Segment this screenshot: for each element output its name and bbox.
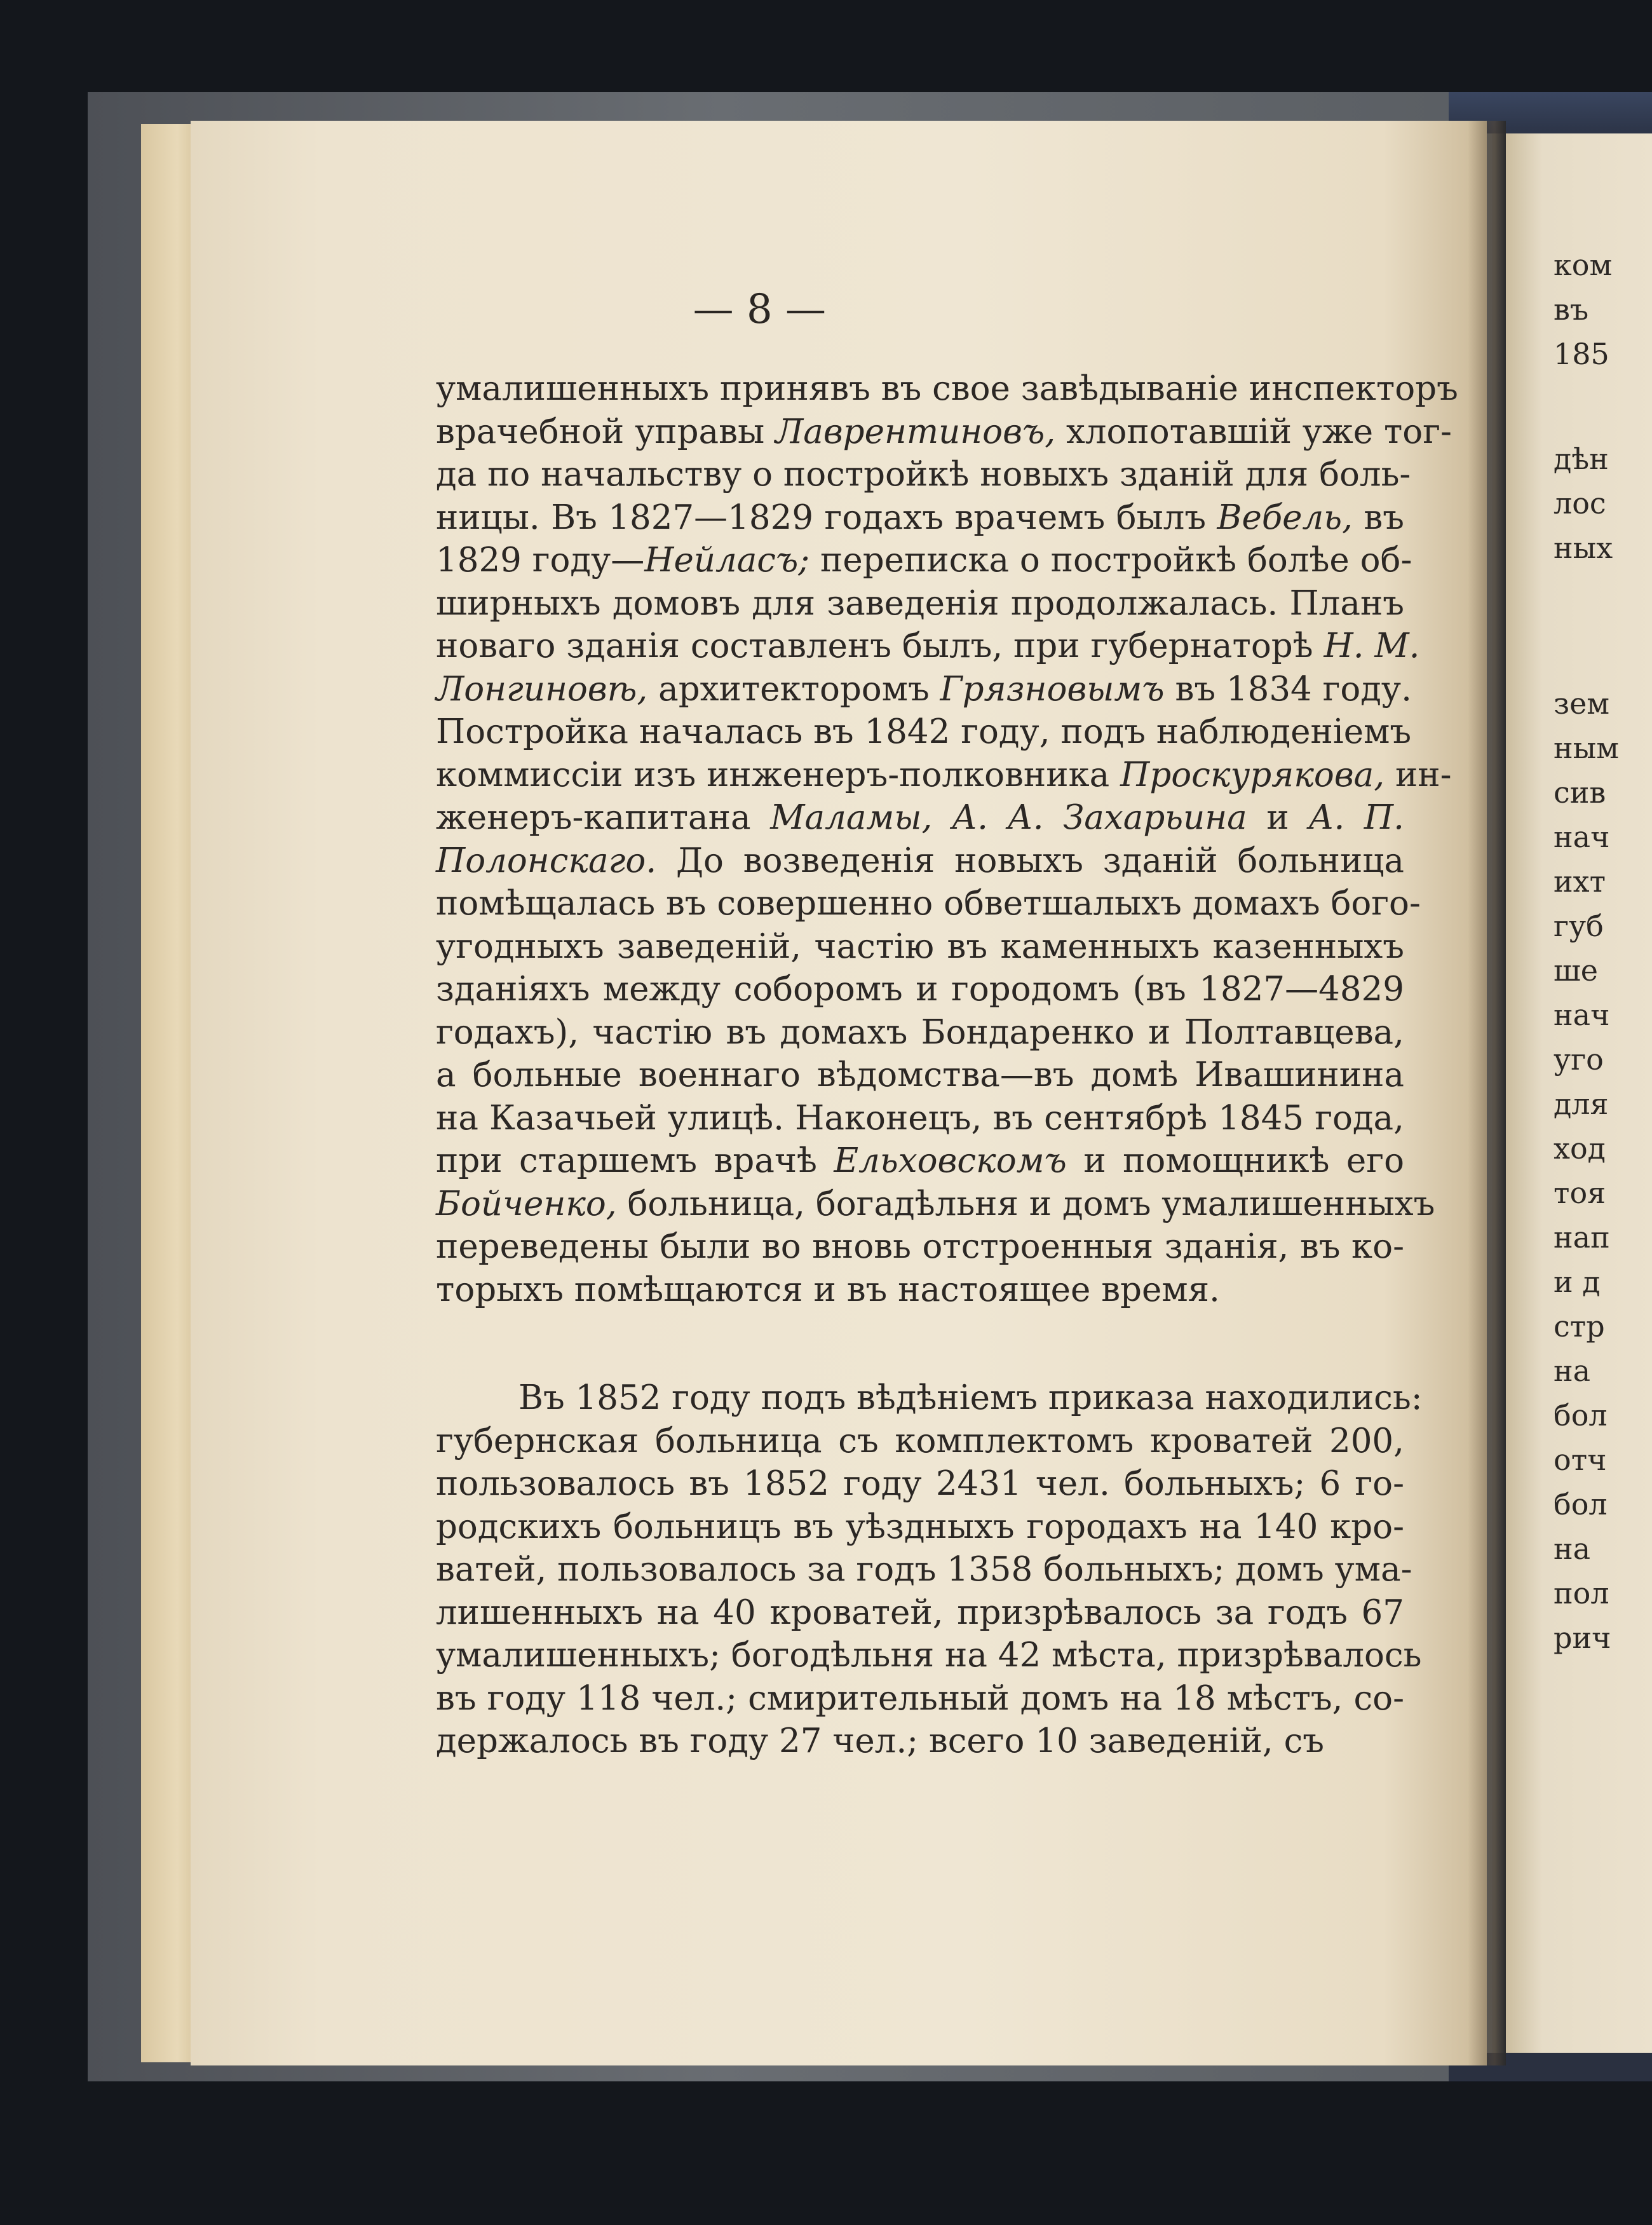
text-line	[436, 1225, 1404, 1269]
text-line	[436, 367, 1458, 411]
text-run: архитекторомъ	[647, 669, 940, 709]
text-run: переписка о постройкѣ болѣе об-	[809, 541, 1412, 580]
text-run: ницы. Въ 1827—1829 годахъ врачемъ былъ	[436, 498, 1217, 537]
text-run: хлопотавшій уже тог-	[1055, 412, 1452, 451]
text-line	[436, 1269, 1404, 1312]
text-run: въ 1834 году.	[1164, 669, 1412, 709]
italic-name: Грязновымъ	[940, 669, 1165, 709]
text-line	[436, 1677, 1404, 1720]
right-page	[1506, 133, 1652, 2053]
text-run: переведены были во вновь отстроенныя зданія, въ ко-	[436, 1227, 1404, 1266]
text-line	[436, 1720, 1404, 1763]
text-line	[436, 453, 1411, 496]
text-run: и	[1247, 798, 1309, 837]
text-line	[436, 968, 1404, 1011]
text-line	[436, 1462, 1404, 1506]
text-run: зданіяхъ между соборомъ и городомъ (въ 1827—4829	[436, 970, 1404, 1009]
text-line	[436, 411, 1452, 454]
text-line	[436, 1054, 1404, 1097]
text-run: ширныхъ домовъ для заведенія продолжалась. Планъ	[436, 583, 1404, 623]
text-run: а больные военнаго вѣдомства—въ домѣ Ивашинина	[436, 1056, 1404, 1094]
text-run: новаго зданія составленъ былъ, при губернаторѣ	[436, 627, 1324, 665]
italic-name: Н. М.	[1324, 627, 1420, 665]
right-page-fragment: нач	[1554, 820, 1610, 854]
paragraph-1	[436, 367, 1458, 1311]
right-page-fragment: рич	[1554, 1621, 1611, 1655]
text-run: До возведенія новыхъ зданій больница	[656, 841, 1404, 880]
right-page-fragment: губ	[1554, 909, 1604, 943]
right-page-fragment: ход	[1554, 1131, 1606, 1166]
text-run: умалишенныхъ; богодѣльня на 42 мѣста, призрѣвалось	[436, 1636, 1422, 1675]
text-run: Постройка началась въ 1842 году, подъ наблюденіемъ	[436, 712, 1412, 751]
italic-name: А. П.	[1308, 798, 1404, 837]
text-line	[436, 1420, 1404, 1463]
right-page-fragment: дѣн	[1554, 442, 1609, 476]
right-page-fragment: бол	[1554, 1487, 1608, 1521]
text-line	[436, 582, 1404, 625]
right-page-fragment: 185	[1554, 337, 1609, 371]
paragraph-gap	[436, 1311, 1404, 1377]
right-page-fragment: отч	[1554, 1443, 1607, 1477]
text-run: и помощникѣ его	[1066, 1141, 1404, 1180]
right-page-fragment: ным	[1554, 731, 1620, 765]
italic-name: Проскурякова,	[1120, 755, 1385, 794]
text-line	[436, 882, 1421, 925]
text-line	[436, 496, 1404, 540]
right-page-fragment: и д	[1554, 1265, 1601, 1299]
right-page-fragment: для	[1554, 1087, 1609, 1121]
text-run: въ году 118 чел.; смирительный домъ на 18 мѣстъ, со-	[436, 1678, 1404, 1718]
text-run: ин-	[1385, 755, 1452, 794]
text-line	[436, 668, 1412, 711]
right-page-fragment: лос	[1554, 486, 1606, 521]
book-gutter	[1468, 121, 1506, 2065]
right-page-fragment: ше	[1554, 953, 1598, 988]
italic-name: Бойченко,	[436, 1184, 617, 1223]
text-run: родскихъ больницъ въ уѣздныхъ городахъ на 140 кро-	[436, 1507, 1404, 1546]
text-line	[436, 1591, 1404, 1635]
text-run: женеръ-капитана	[436, 798, 771, 837]
main-text	[436, 367, 1458, 1763]
text-run: врачебной управы	[436, 412, 775, 451]
text-run: держалось въ году 27 чел.; всего 10 заведеній, съ	[436, 1722, 1325, 1760]
italic-name: Лонгиновѣ,	[436, 669, 648, 709]
text-line	[436, 796, 1404, 840]
text-run: на Казачьей улицѣ. Наконецъ, въ сентябрѣ 1845 года,	[436, 1098, 1404, 1138]
italic-name: А. А. Захарьина	[952, 798, 1247, 837]
text-run: пользовалось въ 1852 году 2431 чел. больныхъ; 6 го-	[436, 1464, 1404, 1503]
italic-name: Маламы,	[770, 798, 933, 837]
right-page-fragment: ихт	[1554, 864, 1606, 899]
text-run: больница, богадѣльня и домъ умалишенныхъ	[616, 1184, 1435, 1223]
right-page-fragment: стр	[1554, 1309, 1605, 1344]
right-page-fragment: нач	[1554, 998, 1610, 1032]
right-page-fragment: тоя	[1554, 1176, 1606, 1210]
right-page-fragment: уго	[1554, 1042, 1604, 1077]
text-run: умалишенныхъ принявъ въ свое завѣдываніе инспекторъ	[436, 369, 1458, 408]
text-run: ватей, пользовалось за годъ 1358 больныхъ; домъ ума-	[436, 1550, 1412, 1589]
text-line	[436, 840, 1404, 883]
text-line	[436, 1183, 1435, 1226]
paragraph-2	[436, 1377, 1423, 1763]
text-run: губернская больница съ комплектомъ кроватей 200,	[436, 1421, 1404, 1460]
text-line	[436, 711, 1412, 754]
page-number-text: — 8 —	[693, 286, 826, 333]
text-run: 1829 году—	[436, 541, 645, 580]
text-run: да по начальству о постройкѣ новыхъ зданій для боль-	[436, 455, 1411, 494]
text-run: торыхъ помѣщаются и въ настоящее время.	[436, 1270, 1220, 1309]
right-page-fragment: ком	[1554, 248, 1613, 282]
text-run: помѣщалась въ совершенно обветшалыхъ домахъ бого-	[436, 884, 1421, 923]
italic-name: Нейласъ;	[644, 541, 810, 580]
right-page-fragment: ных	[1554, 531, 1613, 565]
text-line	[436, 625, 1420, 668]
right-page-fragment: въ	[1554, 292, 1589, 327]
italic-name: Полонскаго.	[436, 841, 657, 880]
text-run: Въ 1852 году подъ вѣдѣніемъ приказа находились:	[518, 1378, 1423, 1417]
text-line	[436, 1634, 1422, 1677]
italic-name: Лаврентиновъ,	[775, 412, 1056, 451]
italic-name: Вебель,	[1217, 498, 1353, 537]
text-line	[436, 1548, 1412, 1591]
text-line	[436, 925, 1404, 969]
right-page-fragment: на	[1554, 1532, 1591, 1566]
text-line	[436, 1377, 1423, 1420]
italic-name: Ельховскомъ	[834, 1141, 1067, 1180]
right-page-fragment: сив	[1554, 775, 1606, 810]
text-run: коммиссіи изъ инженеръ-полковника	[436, 755, 1121, 794]
text-line	[436, 1506, 1404, 1549]
text-line	[436, 1011, 1404, 1054]
text-line	[436, 754, 1452, 797]
right-page-fragment: нап	[1554, 1220, 1610, 1255]
text-run	[932, 798, 952, 837]
text-line	[436, 539, 1412, 582]
text-run: годахъ), частію въ домахъ Бондаренко и Полтавцева,	[436, 1012, 1404, 1052]
text-run: угодныхъ заведеній, частію въ каменныхъ казенныхъ	[436, 927, 1404, 966]
text-line	[436, 1140, 1404, 1183]
right-page-fragment: зем	[1554, 686, 1610, 721]
text-run: въ	[1353, 498, 1404, 537]
right-page-fragment: бол	[1554, 1398, 1608, 1432]
text-run: при старшемъ врачѣ	[436, 1141, 834, 1180]
right-page-fragment: на	[1554, 1354, 1591, 1388]
right-page-fragment: пол	[1554, 1576, 1609, 1610]
text-line	[436, 1097, 1404, 1140]
text-run: лишенныхъ на 40 кроватей, призрѣвалось за годъ 67	[436, 1593, 1404, 1632]
